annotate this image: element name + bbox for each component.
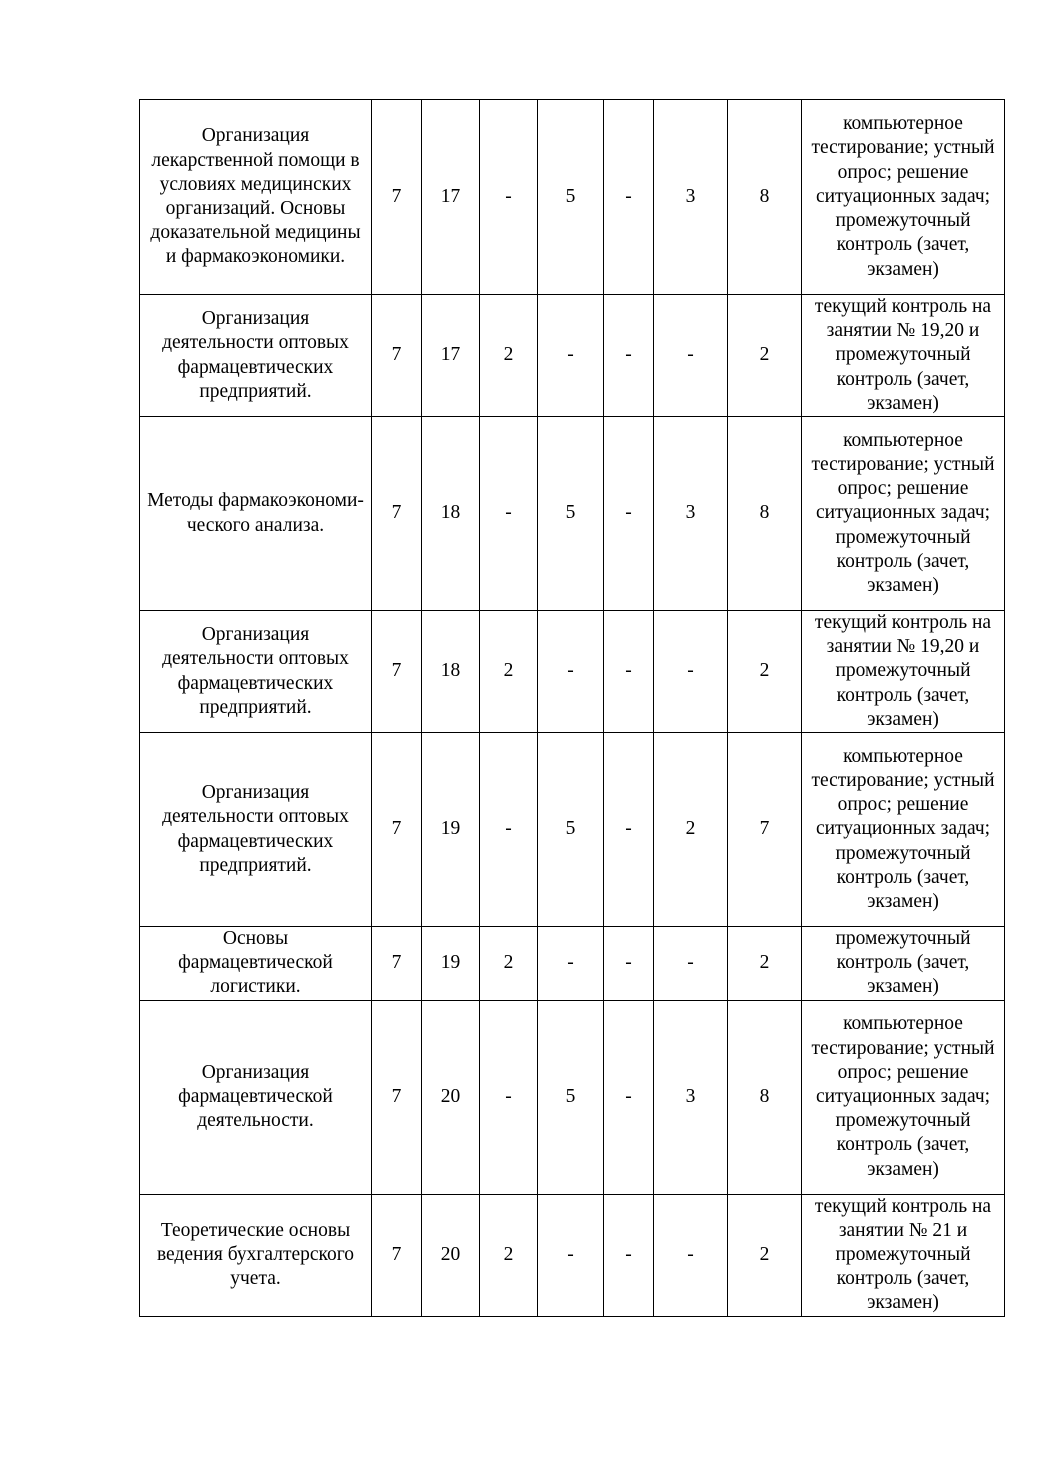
week-cell: 17: [422, 100, 480, 295]
week-cell: 20: [422, 1000, 480, 1194]
week-cell: 17: [422, 295, 480, 417]
lab-hours-cell: -: [604, 611, 654, 733]
table-row: [140, 733, 1005, 927]
semester-cell: 7: [372, 295, 422, 417]
total-hours-cell: 2: [728, 1194, 802, 1316]
table-row: [140, 611, 1005, 733]
control-form-cell: компьютерное тестирование; устный опрос; решение ситуационных задач; промежуточный контроль (зачет, экзамен): [802, 417, 1005, 611]
self-study-hours-cell: -: [654, 611, 728, 733]
lecture-hours-cell: 2: [480, 927, 538, 1001]
lab-hours-cell: -: [604, 1194, 654, 1316]
lecture-hours-cell: -: [480, 100, 538, 295]
control-form-cell: текущий контроль на занятии № 21 и промежуточный контроль (зачет, экзамен): [802, 1194, 1005, 1316]
semester-cell: 7: [372, 100, 422, 295]
table-row: [140, 1194, 1005, 1316]
table-row: [140, 927, 1005, 1001]
week-cell: 20: [422, 1194, 480, 1316]
week-cell: 18: [422, 417, 480, 611]
total-hours-cell: 2: [728, 927, 802, 1001]
total-hours-cell: 8: [728, 417, 802, 611]
lab-hours-cell: -: [604, 1000, 654, 1194]
lecture-hours-cell: 2: [480, 611, 538, 733]
control-form-cell: компьютерное тестирование; устный опрос; решение ситуационных задач; промежуточный контроль (зачет, экзамен): [802, 1000, 1005, 1194]
table-row: [140, 1000, 1005, 1194]
semester-cell: 7: [372, 417, 422, 611]
semester-cell: 7: [372, 733, 422, 927]
practice-hours-cell: -: [538, 611, 604, 733]
study-plan-table: [139, 99, 1005, 1317]
control-form-cell: текущий контроль на занятии № 19,20 и промежуточный контроль (зачет, экзамен): [802, 295, 1005, 417]
lecture-hours-cell: -: [480, 417, 538, 611]
practice-hours-cell: -: [538, 1194, 604, 1316]
topic-cell: Организация деятельности оптовых фармацевтических предприятий.: [140, 295, 372, 417]
lab-hours-cell: -: [604, 417, 654, 611]
topic-cell: Организация деятельности оптовых фармацевтических предприятий.: [140, 611, 372, 733]
table-row: [140, 295, 1005, 417]
total-hours-cell: 2: [728, 611, 802, 733]
total-hours-cell: 8: [728, 1000, 802, 1194]
self-study-hours-cell: 3: [654, 417, 728, 611]
topic-cell: Методы фармакоэкономи-ческого анализа.: [140, 417, 372, 611]
self-study-hours-cell: -: [654, 1194, 728, 1316]
lecture-hours-cell: -: [480, 733, 538, 927]
topic-cell: Организация лекарственной помощи в условиях медицинских организаций. Основы доказательной медицины и фармакоэкономики.: [140, 100, 372, 295]
total-hours-cell: 8: [728, 100, 802, 295]
lab-hours-cell: -: [604, 100, 654, 295]
self-study-hours-cell: -: [654, 295, 728, 417]
control-form-cell: промежуточный контроль (зачет, экзамен): [802, 927, 1005, 1001]
week-cell: 19: [422, 733, 480, 927]
lecture-hours-cell: 2: [480, 1194, 538, 1316]
lecture-hours-cell: -: [480, 1000, 538, 1194]
lecture-hours-cell: 2: [480, 295, 538, 417]
control-form-cell: компьютерное тестирование; устный опрос; решение ситуационных задач; промежуточный контроль (зачет, экзамен): [802, 733, 1005, 927]
week-cell: 18: [422, 611, 480, 733]
practice-hours-cell: -: [538, 927, 604, 1001]
semester-cell: 7: [372, 1194, 422, 1316]
practice-hours-cell: 5: [538, 417, 604, 611]
topic-cell: Организация фармацевтической деятельности.: [140, 1000, 372, 1194]
semester-cell: 7: [372, 927, 422, 1001]
semester-cell: 7: [372, 1000, 422, 1194]
practice-hours-cell: 5: [538, 100, 604, 295]
lab-hours-cell: -: [604, 927, 654, 1001]
topic-cell: Теоретические основы ведения бухгалтерского учета.: [140, 1194, 372, 1316]
self-study-hours-cell: 3: [654, 100, 728, 295]
control-form-cell: текущий контроль на занятии № 19,20 и промежуточный контроль (зачет, экзамен): [802, 611, 1005, 733]
topic-cell: Основы фармацевтической логистики.: [140, 927, 372, 1001]
topic-cell: Организация деятельности оптовых фармацевтических предприятий.: [140, 733, 372, 927]
self-study-hours-cell: -: [654, 927, 728, 1001]
control-form-cell: компьютерное тестирование; устный опрос; решение ситуационных задач; промежуточный контроль (зачет, экзамен): [802, 100, 1005, 295]
practice-hours-cell: 5: [538, 733, 604, 927]
total-hours-cell: 7: [728, 733, 802, 927]
semester-cell: 7: [372, 611, 422, 733]
practice-hours-cell: -: [538, 295, 604, 417]
lab-hours-cell: -: [604, 295, 654, 417]
total-hours-cell: 2: [728, 295, 802, 417]
self-study-hours-cell: 2: [654, 733, 728, 927]
table-row: [140, 100, 1005, 295]
week-cell: 19: [422, 927, 480, 1001]
table-row: [140, 417, 1005, 611]
self-study-hours-cell: 3: [654, 1000, 728, 1194]
practice-hours-cell: 5: [538, 1000, 604, 1194]
lab-hours-cell: -: [604, 733, 654, 927]
